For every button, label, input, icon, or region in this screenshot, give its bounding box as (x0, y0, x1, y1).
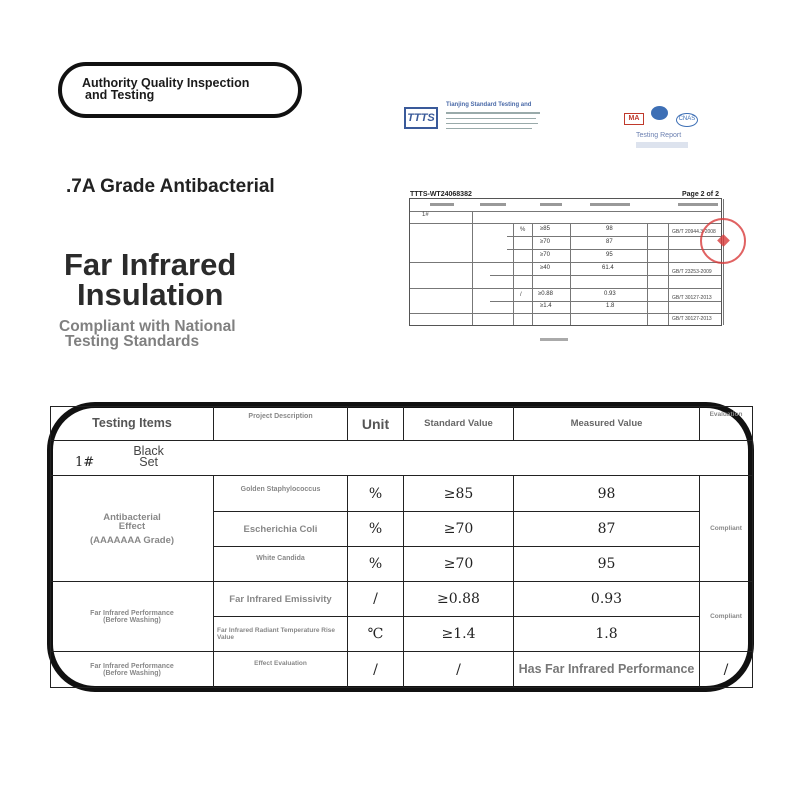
antibacterial-label-line-3: (AAAAAAA Grade) (89, 534, 175, 546)
mini-standard-value: ≥0.88 (538, 291, 553, 297)
header-testing-items: Testing Items (51, 407, 214, 441)
measured-cell: 95 (514, 547, 700, 582)
evaluation-cell: / (700, 652, 753, 688)
authority-badge (58, 62, 302, 118)
table-row (51, 582, 753, 617)
lab-name: Tianjing Standard Testing and (446, 102, 532, 108)
measured-cell: Has Far Infrared Performance (514, 652, 700, 688)
header-evaluation: Evaluation (700, 407, 753, 441)
certification-icons (624, 106, 701, 127)
report-mini-table (409, 198, 722, 326)
badge-line-1: Authority Quality Inspection (82, 76, 250, 90)
table-row (51, 652, 753, 688)
last-row-label-line-1: Far Infrared Performance (90, 662, 174, 670)
mini-standard-value: ≥70 (540, 252, 550, 258)
unit-cell: / (348, 652, 404, 688)
sample-number: 1# (75, 454, 95, 470)
unit-cell: % (348, 547, 404, 582)
last-row-label (51, 652, 214, 688)
mini-standard-value: ≥1.4 (540, 303, 552, 309)
project-radiant-temperature-rise: Far Infrared Radiant Temperature Rise Value (214, 617, 348, 652)
mini-unit: % (520, 227, 526, 233)
far-infrared-label-line-1: Far Infrared Performance (90, 609, 174, 617)
far-infrared-label-line-2: (Before Washing) (103, 616, 161, 624)
far-infrared-evaluation: Compliant (700, 582, 753, 652)
header-project-description: Project Description (214, 407, 348, 441)
header-unit: Unit (348, 407, 404, 441)
mini-standard-value: ≥70 (540, 239, 550, 245)
mini-measured-value: 61.4 (602, 265, 614, 271)
badge-line-2: and Testing (85, 88, 155, 102)
lab-name-line (446, 118, 536, 119)
measured-cell: 87 (514, 512, 700, 547)
mini-standard-4: GB/T 30127-2013 (672, 316, 712, 322)
report-footer-mark (540, 338, 568, 341)
project-effect-evaluation: Effect Evaluation (214, 652, 348, 688)
report-title-line (636, 142, 688, 148)
standard-cell: ≥1.4 (404, 617, 514, 652)
standard-cell: ≥0.88 (404, 582, 514, 617)
report-page: Page 2 of 2 (682, 191, 719, 198)
mini-standard-value: ≥85 (540, 226, 550, 232)
standard-cell: ≥85 (404, 476, 514, 512)
project-golden-staphylococcus: Golden Staphylococcus (214, 476, 348, 512)
red-seal-stamp (700, 218, 746, 264)
main-title-line-1: Far Infrared (64, 247, 237, 282)
antibacterial-label-line-2: Effect (118, 520, 146, 532)
header-standard-value: Standard Value (404, 407, 514, 441)
last-row-label-line-2: (Before Washing) (103, 669, 161, 677)
mini-measured-value: 0.93 (604, 291, 616, 297)
main-title-line-2: Insulation (77, 277, 224, 312)
mini-slash: / (520, 292, 522, 298)
mini-measured-value: 87 (606, 239, 613, 245)
sample-row (51, 441, 753, 476)
cnas-icon: CNAS (676, 113, 698, 127)
lab-name-line (446, 123, 538, 124)
measured-cell: 98 (514, 476, 700, 512)
antibacterial-label (51, 476, 214, 582)
grade-heading: .7A Grade Antibacterial (66, 176, 275, 197)
standard-cell: / (404, 652, 514, 688)
measured-cell: 0.93 (514, 582, 700, 617)
header-measured-value: Measured Value (514, 407, 700, 441)
project-far-infrared-emissivity: Far Infrared Emissivity (214, 582, 348, 617)
subtitle (59, 319, 236, 349)
far-infrared-label (51, 582, 214, 652)
sample-name: Black Set (133, 443, 164, 469)
project-escherichia-coli: Escherichia Coli (214, 512, 348, 547)
measured-cell: 1.8 (514, 617, 700, 652)
mini-measured-value: 95 (606, 252, 613, 258)
main-title (64, 247, 237, 312)
ttts-logo: TTTS (404, 107, 438, 129)
unit-cell: / (348, 582, 404, 617)
unit-cell: % (348, 512, 404, 547)
mini-standard-2: GB/T 23253-2009 (672, 269, 712, 275)
unit-cell: ℃ (348, 617, 404, 652)
project-white-candida: White Candida (214, 547, 348, 582)
standard-cell: ≥70 (404, 547, 514, 582)
mini-standard-1: GB/T 20944.3-2008 (672, 229, 716, 235)
subtitle-line-2: Testing Standards (65, 333, 200, 350)
mini-measured-value: 1.8 (606, 303, 615, 309)
report-number: TTTS-WT24068382 (410, 191, 472, 198)
antibacterial-label-line-1: Antibacterial (103, 511, 161, 523)
cma-icon: MA (624, 113, 644, 125)
sample-cell (51, 441, 753, 476)
mini-standard-3: GB/T 30127-2013 (672, 295, 712, 301)
mini-measured-value: 98 (606, 226, 613, 232)
results-table (50, 406, 753, 688)
mini-standard-value: ≥40 (540, 265, 550, 271)
subtitle-line-1: Compliant with National (59, 318, 236, 335)
report-title: Testing Report (636, 132, 682, 139)
lab-name-line (446, 128, 532, 129)
standard-cell: ≥70 (404, 512, 514, 547)
antibacterial-evaluation: Compliant (700, 476, 753, 582)
unit-cell: % (348, 476, 404, 512)
table-row (51, 476, 753, 512)
ilac-icon (651, 106, 668, 120)
table-header-row (51, 407, 753, 441)
lab-name-line (446, 112, 540, 114)
mini-serial: 1# (422, 212, 429, 218)
